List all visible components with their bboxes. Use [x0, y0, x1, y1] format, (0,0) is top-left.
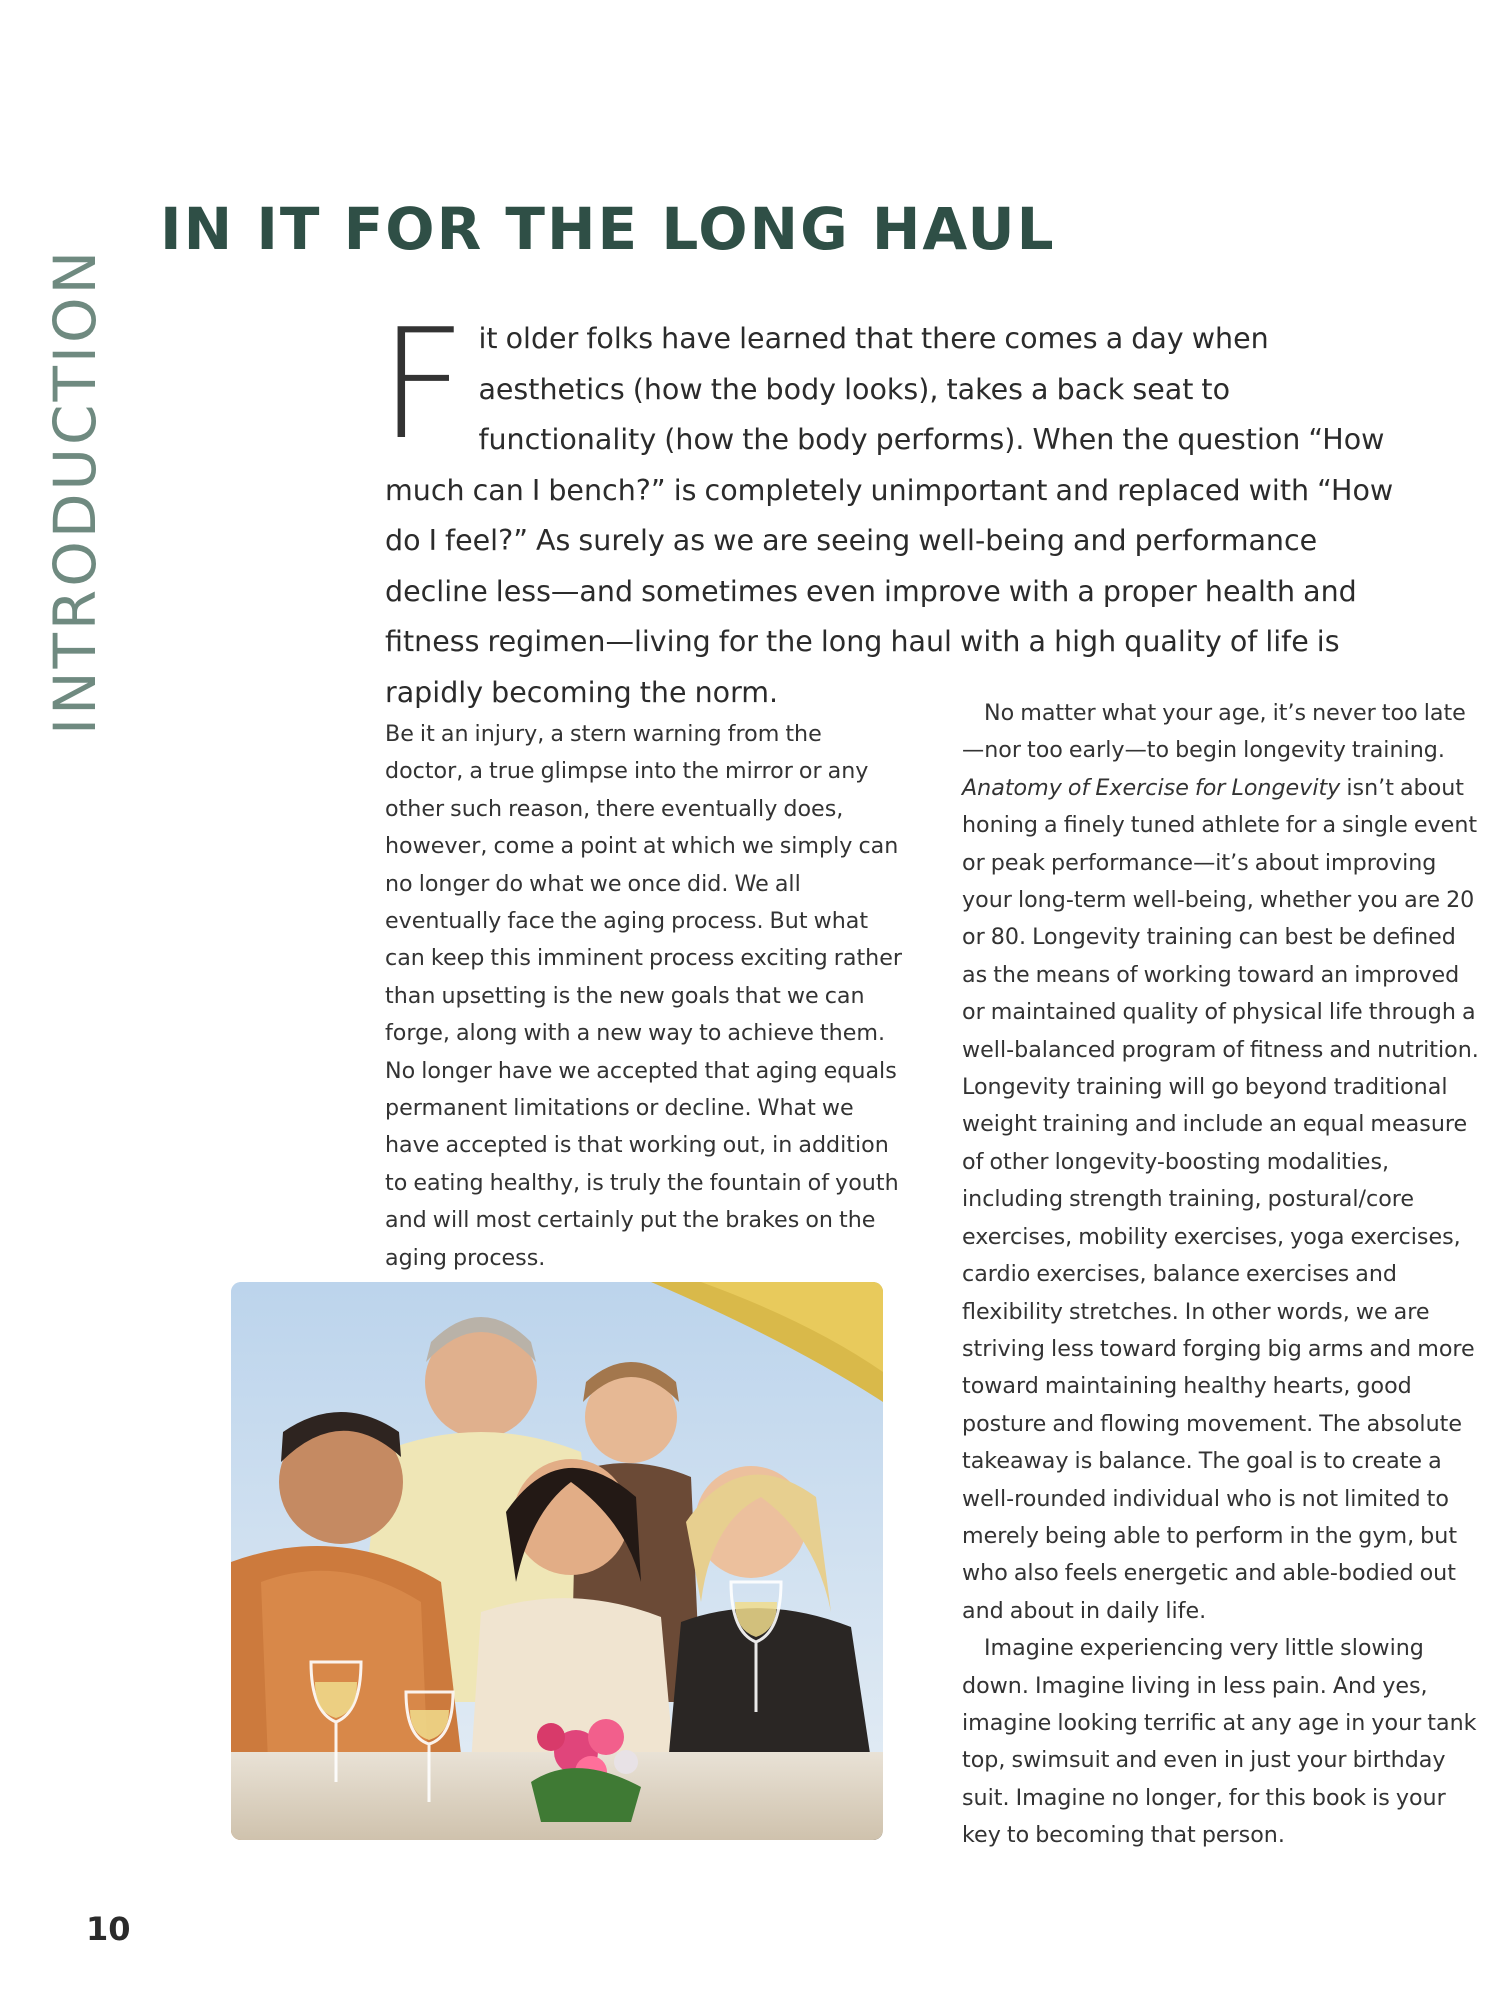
drop-cap: F: [379, 296, 467, 473]
group-photo: [231, 1282, 883, 1840]
right-column-paragraph-2: Imagine experiencing very little slowing down. Imagine living in less pain. And yes, imagine looking terrific at any age in your tank top, swimsuit and even in just your birthday suit. Imagine no longer, for this book is your key to becoming that person.: [962, 1635, 1477, 1849]
right-column: [962, 695, 1482, 1855]
page-heading: IN IT FOR THE LONG HAUL: [160, 195, 1056, 263]
book-title: Anatomy of Exercise for Longevity: [962, 774, 1341, 801]
right-p1-before: No matter what your age, it’s never too late—nor too early—to begin longevity training.: [962, 700, 1466, 764]
intro-paragraph: [379, 296, 1405, 718]
section-side-label: INTRODUCTION: [41, 247, 109, 735]
group-photo-illustration: [231, 1282, 883, 1840]
left-column: [385, 716, 905, 1277]
right-p1-after: isn’t about honing a finely tuned athlete for a single event or peak performance—it’s about improving your long-term well-being, whether you are 20 or 80. Longevity training can best be defined as the means of working toward an improved or maintained quality of physical life through a well-balanced program of fitness and nutrition. Longevity training will go beyond traditional weight training and include an equal measure of other longevity-boosting modalities, including strength training, postural/core exercises, mobility exercises, yoga exercises, cardio exercises, balance exercises and flexibility stretches. In other words, we are striving less toward forging big arms and more toward maintaining healthy hearts, good posture and flowing movement. The absolute takeaway is balance. The goal is to create a well-rounded individual who is not limited to merely being able to perform in the gym, but who also feels energetic and able-bodied out and about in daily life.: [962, 774, 1479, 1624]
intro-text: it older folks have learned that there comes a day when aesthetics (how the body looks), takes a back seat to functionality (how the body performs). When the question “How much can I bench?” is completely unimportant and replaced with “How do I feel?” As surely as we are seeing well-being and performance decline less—and sometimes even improve with a proper health and fitness regimen—living for the long haul with a high quality of life is rapidly becoming the norm.: [385, 322, 1394, 709]
left-column-paragraph: Be it an injury, a stern warning from the doctor, a true glimpse into the mirror or any other such reason, there eventually does, however, come a point at which we simply can no longer do what we once did. We all eventually face the aging process. But what can keep this imminent process exciting rather than upsetting is the new goals that we can forge, along with a new way to achieve them. No longer have we accepted that aging equals permanent limitations or decline. What we have accepted is that working out, in addition to eating healthy, is truly the fountain of youth and will most certainly put the brakes on the aging process.: [385, 721, 903, 1271]
right-column-paragraph-1: [962, 695, 1482, 1630]
page-number: 10: [86, 1910, 131, 1948]
